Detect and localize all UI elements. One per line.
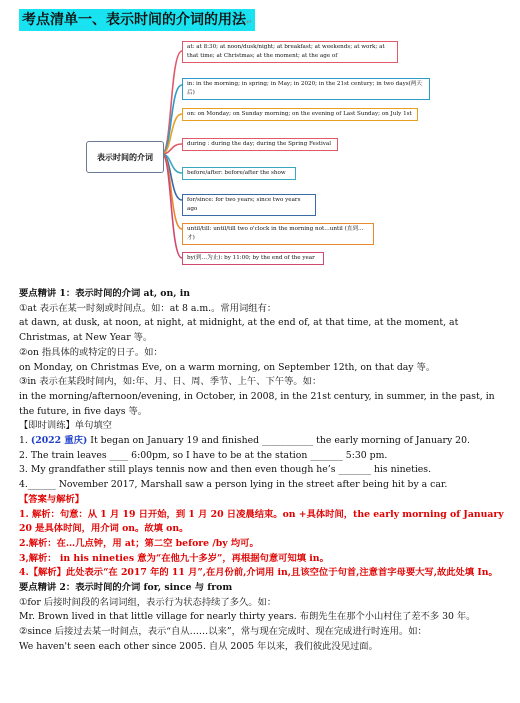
mind-map-node-by: by(到…为止): by 11:00; by the end of the year — [182, 252, 324, 265]
exercise-source: (2022 重庆) — [30, 435, 88, 447]
answer-heading: 【答案与解析】 — [19, 493, 85, 505]
text-line: Mr. Brown lived in that little village for nearly thirty years. 布朗先生在那个小山村住了差不多 30 年。 — [19, 611, 476, 623]
mind-map-node-in: in: in the morning; in spring; in May; in 2020; in the 21st century; in two days(两天后) — [182, 78, 430, 100]
document-body — [19, 287, 507, 655]
answer-4: 4.【解析】此处表示“在 2017 年的 11 月”,在月份前,介词用 in,且该空位于句首,注意首字母要大写,故此处填 In。 — [19, 567, 498, 579]
connector-at — [162, 51, 182, 154]
mind-map-node-until: until/till: until/till two o'clock in the morning not…until (直到…才) — [182, 223, 374, 245]
text-line: on Monday, on Christmas Eve, on a warm morning, on September 12th, on that day 等。 — [19, 361, 436, 373]
answer-2: 2.解析：在…几点钟，用 at；第二空 before /by 均可。 — [19, 537, 259, 549]
exercise-item-2: 2. The train leaves ____ 6:00pm, so I have to be at the station _______ 5:30 pm. — [19, 449, 388, 461]
exercise-item-1: 1. (2022 重庆) It began on January 19 and finished ___________ the early morning of January 20. — [19, 435, 470, 447]
text-line: ①for 后接时间段的名词词组，表示行为状态持续了多久。如： — [19, 596, 277, 608]
exercise-item-4: 4.______ November 2017, Marshall saw a person lying in the street after being hit by a car. — [19, 479, 448, 491]
text-line: ②since 后接过去某一时间点，表示“自从……以来”，常与现在完成时、现在完成进行时连用。如： — [19, 626, 427, 638]
mind-map-center-node: 表示时间的介词 — [86, 141, 164, 173]
mind-map-node-during: during : during the day; during the Spring Festival — [182, 138, 338, 151]
answer-1: 1. 解析：句意：从 1 月 19 日开始，到 1 月 20 日凌晨结束。on +具体时间，the early morning of January 20 是具体时间，用介词 on。故填 on。 — [19, 508, 504, 535]
section-heading-1: 要点精讲 1：表示时间的介词 at, on, in — [19, 288, 191, 299]
text-line: ①at 表示在某一时刻或时间点。如：at 8 a.m.。常用词组有： — [19, 302, 277, 314]
mind-map-node-on: on: on Monday; on Sunday morning; on the evening of Last Sunday; on July 1st — [182, 108, 418, 121]
mind-map-node-at: at: at 8:30; at noon/dusk/night; at breakfast; at weekends; at work; at that time; at Christmas; at the moment; at the age of — [182, 41, 398, 63]
answer-3: 3,解析： in his nineties 意为“在他九十多岁”，再根据句意可知填 in。 — [19, 552, 329, 564]
connector-by — [162, 154, 182, 258]
text-line: at dawn, at dusk, at noon, at night, at midnight, at the end of, at that time, at the moment, at Christmas, at New Year 等。 — [19, 317, 459, 344]
exercise-item-3: 3. My grandfather still plays tennis now and then even though he’s _______ his nineties. — [19, 464, 432, 476]
text-line: ②on 指具体的或特定的日子。如： — [19, 346, 163, 358]
text-line: We haven't seen each other since 2005. 自从 2005 年以来，我们彼此没见过面。 — [19, 640, 378, 652]
mind-map-node-before-after: before/after: before/after the show — [182, 167, 296, 180]
text-line: in the morning/afternoon/evening, in October, in 2008, in the 21st century, in summer, in the past, in the future, in five days 等。 — [19, 390, 495, 417]
mind-map-node-for-since: for/since: for two years; since two years ago — [182, 194, 316, 216]
exercise-heading: 【即时训练】单句填空 — [19, 420, 112, 432]
text-line: ③in 表示在某段时间内，如:年、月、日、周、季节、上午、下午等。如： — [19, 376, 322, 388]
section-heading-2: 要点精讲 2：表示时间的介词 for, since 与 from — [19, 582, 233, 594]
page-title: 考点清单一、表示时间的介词的用法↵ — [19, 9, 255, 31]
